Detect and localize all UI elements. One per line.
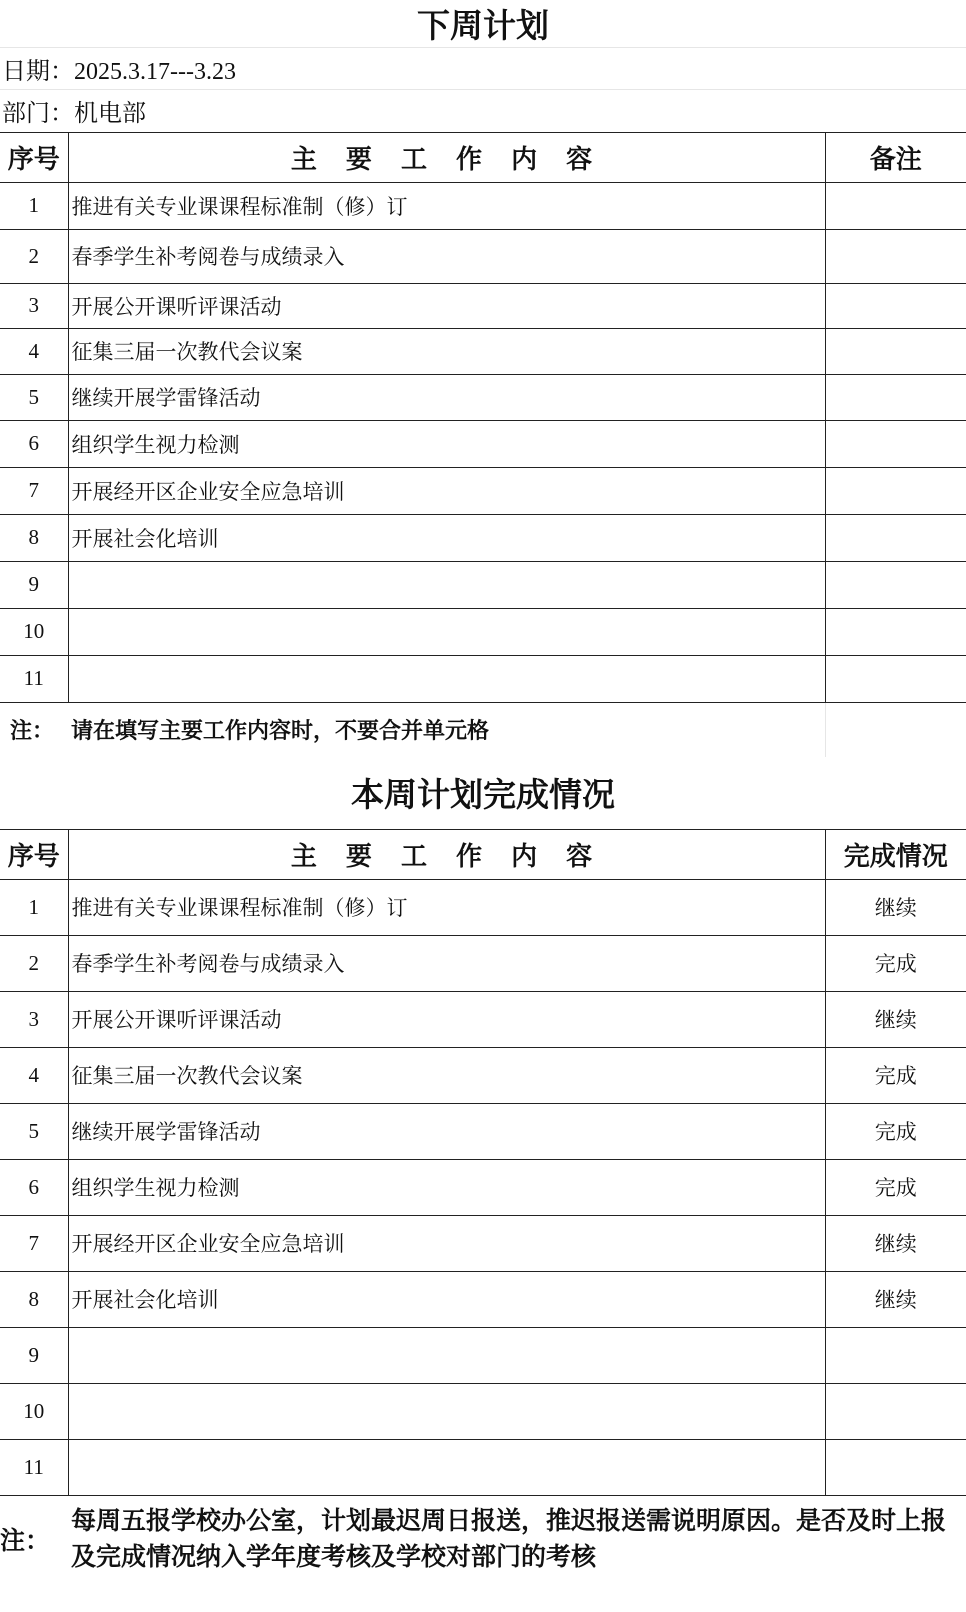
row-seq: 5 [0,374,68,420]
row-remark [825,608,966,655]
table-row [0,879,966,935]
row-status: 继续 [825,1215,966,1271]
next-week-note-row [0,702,966,757]
row-content [68,1327,825,1383]
table-row [0,1327,966,1383]
this-week-title: 本周计划完成情况 [0,757,966,829]
row-remark [825,328,966,374]
row-content: 春季学生补考阅卷与成绩录入 [68,935,825,991]
row-status: 继续 [825,991,966,1047]
row-content: 征集三届一次教代会议案 [68,1047,825,1103]
row-seq: 7 [0,467,68,514]
row-content: 开展经开区企业安全应急培训 [68,1215,825,1271]
row-remark [825,420,966,467]
date-row [0,48,966,90]
row-remark [825,467,966,514]
header-seq: 序号 [0,829,68,879]
row-content [68,1439,825,1495]
table-row [0,655,966,702]
note-label: 注： [0,1495,68,1583]
note-empty [825,702,966,757]
table-row [0,420,966,467]
table-row [0,467,966,514]
header-status: 完成情况 [825,829,966,879]
row-status: 完成 [825,1103,966,1159]
row-content: 继续开展学雷锋活动 [68,1103,825,1159]
row-status [825,1327,966,1383]
row-content: 开展经开区企业安全应急培训 [68,467,825,514]
row-content: 推进有关专业课课程标准制（修）订 [68,879,825,935]
table-header-row [0,829,966,879]
row-seq: 3 [0,283,68,328]
next-week-task-grid [0,132,966,758]
table-row [0,182,966,229]
note-text: 每周五报学校办公室，计划最迟周日报送，推迟报送需说明原因。是否及时上报及完成情况纳入学年度考核及学校对部门的考核 [68,1495,966,1583]
row-seq: 10 [0,1383,68,1439]
table-row [0,1383,966,1439]
table-row [0,1215,966,1271]
row-seq: 8 [0,514,68,561]
row-content: 继续开展学雷锋活动 [68,374,825,420]
table-row [0,283,966,328]
row-seq: 2 [0,935,68,991]
table-row [0,1439,966,1495]
row-seq: 2 [0,229,68,283]
department-value: 机电部 [74,99,146,128]
row-remark [825,229,966,283]
row-remark [825,182,966,229]
row-status [825,1439,966,1495]
row-seq: 9 [0,1327,68,1383]
row-content: 征集三届一次教代会议案 [68,328,825,374]
header-remark: 备注 [825,132,966,182]
table-row [0,1047,966,1103]
table-row [0,991,966,1047]
row-seq: 4 [0,328,68,374]
row-content: 组织学生视力检测 [68,420,825,467]
next-week-plan-table [0,0,966,132]
table-row [0,514,966,561]
header-content: 主 要 工 作 内 容 [68,829,825,879]
row-content: 组织学生视力检测 [68,1159,825,1215]
row-seq: 11 [0,655,68,702]
next-week-title: 下周计划 [0,0,966,48]
table-row [0,229,966,283]
row-content: 春季学生补考阅卷与成绩录入 [68,229,825,283]
row-seq: 6 [0,1159,68,1215]
row-content: 开展社会化培训 [68,514,825,561]
table-row [0,1159,966,1215]
row-content [68,655,825,702]
row-content: 开展社会化培训 [68,1271,825,1327]
this-week-note-row [0,1495,966,1583]
row-content [68,1383,825,1439]
row-remark [825,561,966,608]
table-row [0,1103,966,1159]
table-header-row [0,132,966,182]
department-row [0,90,966,132]
row-seq: 7 [0,1215,68,1271]
row-seq: 10 [0,608,68,655]
table-row [0,561,966,608]
header-seq: 序号 [0,132,68,182]
row-seq: 5 [0,1103,68,1159]
row-content [68,608,825,655]
row-content: 开展公开课听评课活动 [68,991,825,1047]
row-status: 继续 [825,1271,966,1327]
row-content: 开展公开课听评课活动 [68,283,825,328]
row-seq: 1 [0,879,68,935]
row-status: 继续 [825,879,966,935]
this-week-completion-table [0,757,966,1583]
table-row [0,1271,966,1327]
row-remark [825,374,966,420]
date-label: 日期： [2,57,74,85]
row-seq: 8 [0,1271,68,1327]
row-seq: 11 [0,1439,68,1495]
row-remark [825,655,966,702]
row-remark [825,283,966,328]
row-seq: 3 [0,991,68,1047]
table-row [0,374,966,420]
table-row [0,608,966,655]
row-status: 完成 [825,935,966,991]
table-row [0,328,966,374]
row-status [825,1383,966,1439]
row-remark [825,514,966,561]
department-label: 部门： [2,99,74,128]
header-content: 主 要 工 作 内 容 [68,132,825,182]
note-label: 注： [0,702,68,757]
row-status: 完成 [825,1159,966,1215]
row-content: 推进有关专业课课程标准制（修）订 [68,182,825,229]
row-seq: 9 [0,561,68,608]
date-value: 2025.3.17---3.23 [74,59,236,85]
note-text: 请在填写主要工作内容时，不要合并单元格 [68,702,825,757]
table-row [0,935,966,991]
row-status: 完成 [825,1047,966,1103]
row-seq: 1 [0,182,68,229]
row-seq: 4 [0,1047,68,1103]
row-seq: 6 [0,420,68,467]
row-content [68,561,825,608]
